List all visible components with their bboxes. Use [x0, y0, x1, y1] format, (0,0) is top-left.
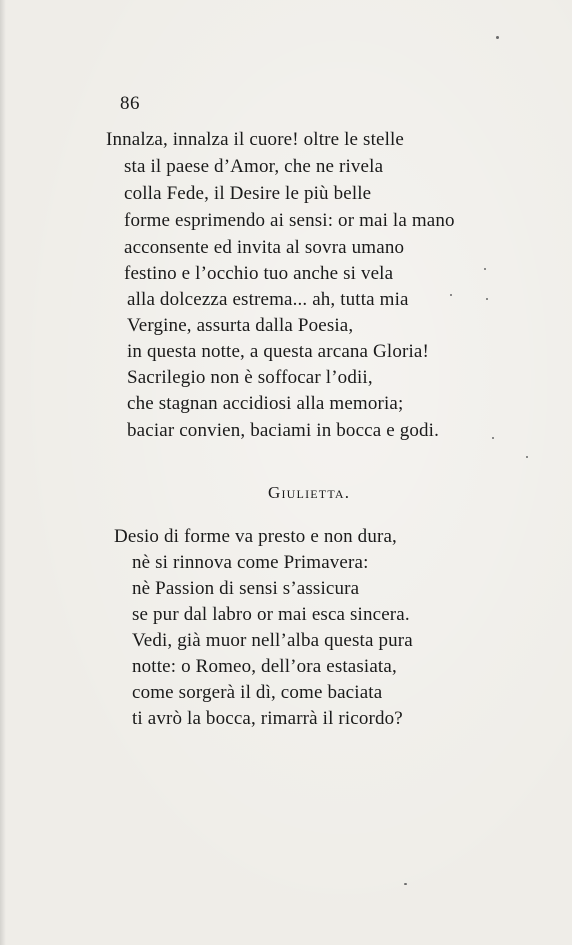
verse-line: acconsente ed invita al sovra umano [124, 237, 405, 258]
verse-line: festino e l’occhio tuo anche si vela [124, 263, 394, 284]
verse-line: come sorgerà il dì, come baciata [132, 682, 383, 703]
verse-line: sta il paese d’Amor, che ne rivela [124, 156, 384, 177]
verse-line: baciar convien, baciami in bocca e godi. [127, 420, 439, 441]
verse-line: Vergine, assurta dalla Poesia, [127, 315, 354, 336]
scan-speck [484, 268, 486, 270]
section-title: Giulietta. [268, 483, 351, 502]
verse-line: Desio di forme va presto e non dura, [114, 526, 397, 547]
verse-line: forme esprimendo ai sensi: or mai la mano [124, 210, 455, 231]
verse-line: colla Fede, il Desire le più belle [124, 183, 372, 204]
verse-line: ti avrò la bocca, rimarrà il ricordo? [132, 708, 403, 729]
verse-line: alla dolcezza estrema... ah, tutta mia [127, 289, 409, 310]
scan-speck [492, 437, 494, 439]
verse-line: notte: o Romeo, dell’ora estasiata, [132, 656, 397, 677]
scan-speck [496, 36, 499, 39]
verse-line: nè Passion di sensi s’assicura [132, 578, 360, 599]
scan-speck [486, 298, 488, 300]
verse-line: Innalza, innalza il cuore! oltre le stelle [106, 129, 405, 150]
scan-speck [526, 456, 528, 458]
page-number: 86 [120, 93, 140, 114]
verse-line: nè si rinnova come Primavera: [132, 552, 369, 573]
page-edge-shadow [0, 0, 6, 945]
verse-line: se pur dal labro or mai esca sincera. [132, 604, 410, 625]
verse-line: Vedi, già muor nell’alba questa pura [132, 630, 413, 651]
scan-speck [404, 883, 407, 885]
verse-line: in questa notte, a questa arcana Gloria! [127, 341, 429, 362]
verse-line: che stagnan accidiosi alla memoria; [127, 393, 404, 414]
verse-line: Sacrilegio non è soffocar l’odii, [127, 367, 373, 388]
scan-speck [450, 294, 452, 296]
